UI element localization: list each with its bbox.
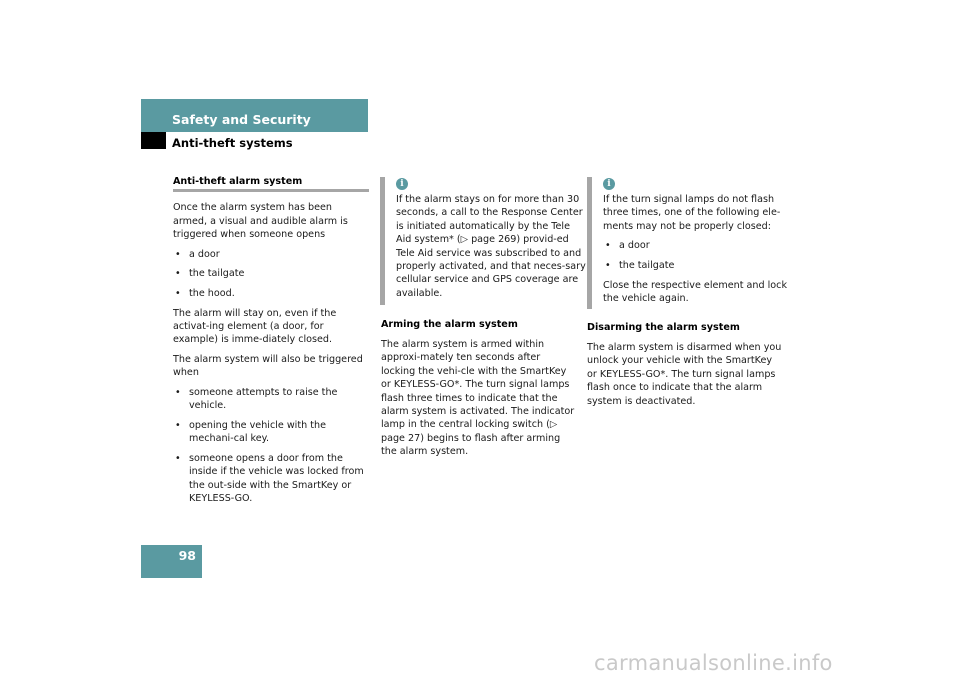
opens-list	[173, 248, 369, 301]
list-item: • opening the vehicle with the mechani-cal key.	[175, 420, 326, 445]
info-box-tele-aid	[380, 177, 586, 305]
bullet-icon: •	[605, 260, 611, 271]
alarm-intro: Once the alarm system has been armed, a visual and audible alarm is triggered when someone opens	[173, 202, 348, 241]
bullet-icon: •	[175, 248, 181, 260]
info-icon: i	[603, 178, 615, 190]
also-triggered: The alarm system will also be triggered when	[173, 354, 363, 379]
list-item: • a door	[175, 248, 220, 260]
arming-text: The alarm system is armed within approxi-mately ten seconds after locking the vehi-cle with the SmartKey or KEYLESS-GO*. The turn signal lamps flash three times to indicate that the alarm system is activated. The indicator lamp in the central locking switch (▷ page 27) begins to flash after arming the alarm system.	[381, 338, 575, 458]
bullet-icon: •	[605, 240, 611, 252]
turn-signal-note: If the turn signal lamps do not flash three times, one of the following ele-ments may not be properly closed:	[603, 194, 781, 232]
heading-rule	[173, 189, 369, 192]
list-item: • the hood.	[175, 288, 235, 299]
list-item: • someone opens a door from the inside if the vehicle was locked from the out-side with the SmartKey or KEYLESS-GO.	[175, 453, 364, 505]
column-alarm-system	[173, 175, 369, 512]
tele-aid-note: If the alarm stays on for more than 30 seconds, a call to the Response Center is initiated automatically by the Tele Aid system* (▷ page 269) provid-ed Tele Aid service was subscribed to and properly activated, and that neces-sary cellular service and GPS coverage are available.	[396, 194, 586, 299]
chapter-title: Safety and Security	[172, 112, 311, 127]
list-item: • the tailgate	[605, 260, 675, 271]
column-arming	[381, 318, 577, 465]
list-item: • someone attempts to raise the vehicle.	[175, 387, 338, 412]
disarming-text: The alarm system is disarmed when you unlock your vehicle with the SmartKey or KEYLESS-GO*. The turn signal lamps flash once to indicate that the alarm system is deactivated.	[587, 341, 782, 407]
alarm-system-heading: Anti-theft alarm system	[173, 176, 303, 187]
column-disarming	[587, 321, 783, 414]
page-number: 98	[178, 548, 196, 563]
bullet-icon: •	[175, 453, 181, 464]
arming-heading: Arming the alarm system	[381, 319, 518, 330]
alarm-stay-on: The alarm will stay on, even if the activat-ing element (a door, for example) is imme-diately closed.	[173, 307, 337, 346]
list-item: • a door	[605, 240, 650, 252]
info-icon: i	[396, 178, 408, 190]
close-element-note: Close the respective element and lock the vehicle again.	[603, 279, 788, 304]
bullet-icon: •	[175, 288, 181, 299]
bullet-icon: •	[175, 420, 181, 431]
section-marker	[141, 132, 166, 149]
section-title: Anti-theft systems	[172, 136, 293, 150]
watermark: carmanualsonline.info	[594, 651, 833, 675]
info-box-turn-signal	[587, 177, 793, 309]
list-item: • the tailgate	[175, 268, 245, 280]
disarming-heading: Disarming the alarm system	[587, 322, 740, 333]
trigger-list	[173, 386, 369, 506]
elements-list	[603, 239, 793, 272]
bullet-icon: •	[175, 268, 181, 280]
bullet-icon: •	[175, 387, 181, 398]
